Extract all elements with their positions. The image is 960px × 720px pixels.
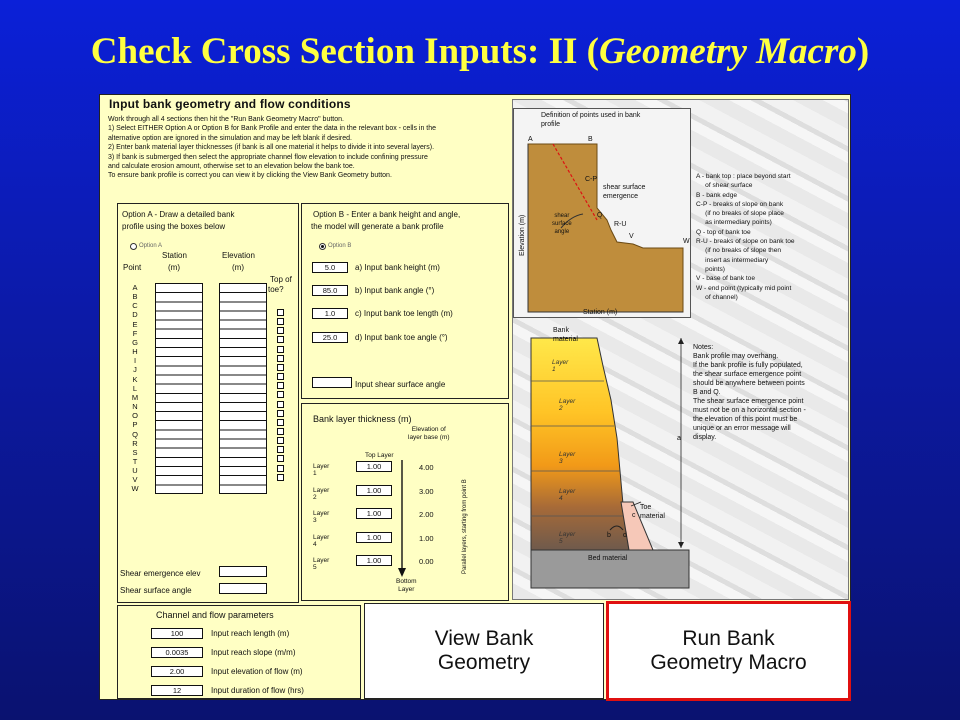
- point-label: T: [132, 456, 138, 466]
- note-line: B and Q.: [693, 389, 721, 396]
- shear-surface-input[interactable]: [312, 377, 352, 388]
- layer-name: Layer 5: [313, 557, 330, 571]
- toe-length-label: c) Input bank toe length (m): [355, 309, 453, 318]
- point-label: C: [132, 301, 138, 311]
- note-line: unique or an error message will: [693, 425, 791, 432]
- point-label: I: [133, 356, 137, 366]
- top-of-toe-checkbox[interactable]: [277, 382, 284, 389]
- point-label: J: [133, 365, 137, 375]
- layer-base-elevation: 3.00: [419, 486, 434, 496]
- elevation-unit: (m): [232, 263, 244, 272]
- instruction-line: 1) Select EITHER Option A or Option B for Bank Profile and enter the data in the relevant box - cells in the: [108, 125, 437, 133]
- option-b-radio[interactable]: [319, 243, 326, 250]
- label-d: d: [623, 532, 627, 539]
- top-of-toe-checkbox[interactable]: [277, 465, 284, 472]
- instruction-line: and calculate erosion amount, otherwise set to an elevation below the bank toe.: [108, 163, 355, 171]
- diagram-layer-label: Layer 4: [559, 488, 576, 502]
- layer-thickness-input[interactable]: 1.00: [356, 532, 392, 543]
- station-unit: (m): [168, 263, 180, 272]
- point-label: F: [132, 328, 138, 338]
- layer-thickness-input[interactable]: 1.00: [356, 485, 392, 496]
- point-v-label: V: [629, 233, 634, 240]
- legend-line: insert as intermediary: [696, 256, 769, 264]
- flow-input[interactable]: 2.00: [151, 666, 203, 677]
- elevation-axis-label: Elevation (m): [519, 214, 526, 256]
- station-axis-label: Station (m): [583, 309, 618, 316]
- instruction-line: Work through all 4 sections then hit the "Run Bank Geometry Macro" button.: [108, 116, 344, 123]
- top-of-toe-checkbox[interactable]: [277, 446, 284, 453]
- top-of-toe-checkbox[interactable]: [277, 346, 284, 353]
- layer-thickness-input[interactable]: 1.00: [356, 508, 392, 519]
- top-layer-label: Top Layer: [365, 452, 394, 459]
- note-line: Notes:: [693, 344, 714, 351]
- flow-input[interactable]: 0.0035: [151, 647, 203, 658]
- option-b-title: Option B - Enter a bank height and angle,: [313, 210, 461, 219]
- legend-line: Q - top of bank toe: [696, 228, 751, 236]
- label-b: b: [607, 532, 611, 539]
- top-of-toe-checkbox[interactable]: [277, 401, 284, 408]
- flow-input[interactable]: 100: [151, 628, 203, 639]
- shear-surface-label: Input shear surface angle: [355, 380, 446, 389]
- diagram-layer-label: Layer 5: [559, 531, 576, 545]
- diagram1-title2: profile: [541, 121, 561, 128]
- legend-line: W - end point (typically mid point: [696, 284, 792, 292]
- point-label: W: [131, 484, 139, 494]
- point-b-label: B: [588, 136, 593, 143]
- point-label: S: [132, 447, 138, 457]
- point-legend: [696, 172, 795, 302]
- layer-name: Layer 4: [313, 533, 330, 548]
- top-of-toe-checkbox[interactable]: [277, 428, 284, 435]
- point-label: H: [132, 347, 138, 357]
- flow-label: Input reach slope (m/m): [211, 648, 296, 657]
- flow-label: Input elevation of flow (m): [211, 667, 303, 676]
- flow-title: Channel and flow parameters: [156, 610, 274, 620]
- top-of-toe-checkbox[interactable]: [277, 336, 284, 343]
- notes: [693, 343, 806, 442]
- toe-length-input[interactable]: 1.0: [312, 308, 348, 319]
- option-a-panel: [117, 203, 299, 603]
- instruction-line: 2) Enter bank material layer thicknesses (if bank is all one material it helps to divide it into several layers).: [108, 144, 435, 152]
- top-of-toe-checkbox[interactable]: [277, 419, 284, 426]
- point-label: K: [132, 374, 138, 384]
- instruction-line: 3) If bank is submerged then select the appropriate channel flow elevation to include confining pressure: [108, 153, 428, 161]
- run-bank-geometry-macro-button[interactable]: Run Bank Geometry Macro: [606, 601, 851, 701]
- top-of-toe-checkbox[interactable]: [277, 474, 284, 481]
- layer-elev-header: Elevation of layer base (m): [408, 426, 450, 441]
- shear-emergence-label-diagram: shear surface emergence: [603, 184, 646, 200]
- view-bank-geometry-button[interactable]: View Bank Geometry: [364, 603, 604, 699]
- layer-title: Bank layer thickness (m): [313, 414, 412, 424]
- point-q-label: Q: [597, 212, 603, 219]
- point-label: B: [132, 292, 138, 302]
- top-of-toe-checkbox[interactable]: [277, 318, 284, 325]
- top-of-toe-checkbox[interactable]: [277, 373, 284, 380]
- note-line: Bank profile may overhang.: [693, 353, 779, 360]
- option-a-radio-label: Option A: [139, 243, 163, 249]
- shear-angle-diagram-label: shear surface angle: [552, 213, 572, 235]
- option-b-radio-label: Option B: [328, 243, 352, 249]
- legend-line: (if no breaks of slope place: [696, 210, 784, 218]
- point-label: D: [132, 310, 138, 320]
- toe-angle-input[interactable]: 25.0: [312, 332, 348, 343]
- bank-height-input[interactable]: 5.0: [312, 262, 348, 273]
- option-a-title: Option A - Draw a detailed bank: [122, 210, 235, 219]
- bed-material-label: Bed material: [588, 555, 628, 562]
- diagram-layer-label: Layer 1: [552, 359, 569, 373]
- point-label: P: [132, 420, 138, 430]
- elevation-header: Elevation: [222, 251, 255, 260]
- legend-line: B - bank edge: [696, 191, 738, 199]
- parallel-layers-label: Parallel layers, starting from point B: [462, 479, 468, 574]
- point-label: Q: [132, 429, 138, 439]
- bottom-layer-label: Bottom Layer: [396, 578, 417, 593]
- sheet-header: Input bank geometry and flow conditions: [109, 97, 351, 111]
- option-a-subtitle: profile using the boxes below: [122, 222, 226, 231]
- note-line: The shear surface emergence point: [693, 398, 804, 405]
- flow-label: Input duration of flow (hrs): [211, 686, 304, 695]
- station-header: Station: [162, 251, 187, 260]
- note-line: should be anywhere between points: [693, 380, 805, 387]
- diagram-layer-label: Layer 3: [559, 451, 576, 465]
- point-label: E: [132, 319, 138, 329]
- layer-thickness-input[interactable]: 1.00: [356, 555, 392, 566]
- top-of-toe-checkbox[interactable]: [277, 309, 284, 316]
- bank-material-label: Bank material: [553, 327, 578, 343]
- station-input-column[interactable]: [155, 283, 203, 494]
- point-label: A: [132, 283, 138, 292]
- note-line: must not be on a horizontal section -: [693, 407, 806, 414]
- slide-title: Check Cross Section Inputs: II (Geometry Macro): [90, 31, 870, 72]
- top-of-toe-checkbox[interactable]: [277, 364, 284, 371]
- legend-line: as intermediary points): [696, 219, 772, 227]
- label-a: a: [677, 435, 681, 442]
- legend-line: A - bank top : place beyond start: [696, 173, 791, 180]
- top-of-toe-checkbox[interactable]: [277, 455, 284, 462]
- toe-material-label: Toe material: [640, 504, 665, 520]
- layer-base-elevation: 1.00: [419, 533, 434, 543]
- point-labels: [129, 283, 141, 494]
- option-b-subtitle: the model will generate a bank profile: [311, 222, 444, 231]
- top-of-toe-checkbox[interactable]: [277, 437, 284, 444]
- top-of-toe-checkbox[interactable]: [277, 327, 284, 334]
- top-of-toe-header2: toe?: [268, 285, 284, 294]
- note-line: the shear surface emergence point: [693, 371, 802, 378]
- point-label: U: [132, 466, 138, 476]
- bank-angle-label: b) Input bank angle (°): [355, 286, 435, 295]
- point-label: V: [132, 475, 138, 485]
- bank-angle-input[interactable]: 85.0: [312, 285, 348, 296]
- bank-height-label: a) Input bank height (m): [355, 263, 440, 272]
- instruction-line: alternative option are ignored in the simulation and may be left blank if desired.: [108, 134, 352, 142]
- legend-line: points): [696, 265, 725, 273]
- diagram1-title: Definition of points used in bank: [541, 112, 641, 119]
- label-c: c: [632, 512, 636, 519]
- elevation-input-column[interactable]: [219, 283, 267, 494]
- layer-base-elevation: 0.00: [419, 557, 434, 566]
- point-label: G: [132, 337, 138, 347]
- option-b-panel: [301, 203, 509, 399]
- legend-line: (if no breaks of slope then: [696, 247, 782, 255]
- top-of-toe-header: Top of: [270, 275, 292, 284]
- top-of-toe-checkbox[interactable]: [277, 410, 284, 417]
- point-label: R: [132, 438, 138, 448]
- point-label: N: [132, 402, 138, 412]
- point-header: Point: [123, 263, 142, 272]
- shear-angle-label: Shear surface angle: [120, 586, 192, 595]
- point-label: O: [132, 411, 138, 421]
- legend-line: of channel): [696, 293, 738, 301]
- flow-input[interactable]: 12: [151, 685, 203, 696]
- layer-name: Layer 1: [313, 463, 330, 477]
- flow-label: Input reach length (m): [211, 629, 290, 638]
- layer-base-elevation: 4.00: [419, 463, 434, 472]
- point-w-label: W: [683, 238, 690, 245]
- shear-emergence-input[interactable]: [219, 566, 267, 577]
- note-line: the elevation of this point must be: [693, 416, 798, 423]
- toe-angle-label: d) Input bank toe angle (°): [355, 333, 448, 342]
- instruction-line: To ensure bank profile is correct you can view it by clicking the View Bank Geometry button.: [108, 172, 392, 180]
- legend-line: V - base of bank toe: [696, 275, 756, 283]
- shear-emergence-label: Shear emergence elev: [120, 569, 201, 578]
- layer-name: Layer 3: [313, 510, 330, 524]
- legend-line: of shear surface: [696, 182, 753, 190]
- layer-name: Layer 2: [313, 486, 330, 501]
- shear-angle-input[interactable]: [219, 583, 267, 594]
- legend-line: C-P - breaks of slope on bank: [696, 200, 784, 208]
- instructions: [108, 115, 436, 181]
- layer-base-elevation: 2.00: [419, 510, 434, 519]
- option-a-radio[interactable]: [130, 243, 137, 250]
- point-a-label: A: [528, 136, 533, 143]
- layer-arrow: [396, 460, 408, 578]
- top-of-toe-checkbox[interactable]: [277, 355, 284, 362]
- point-label: L: [132, 383, 138, 393]
- note-line: If the bank profile is fully populated,: [693, 362, 803, 369]
- point-ru-label: R-U: [614, 221, 627, 228]
- point-label: M: [131, 392, 139, 402]
- top-of-toe-checkbox[interactable]: [277, 391, 284, 398]
- note-line: display.: [693, 434, 717, 441]
- legend-line: R-U - breaks of slope on bank toe: [696, 238, 795, 246]
- point-cp-label: C-P: [585, 176, 598, 183]
- layer-thickness-input[interactable]: 1.00: [356, 461, 392, 472]
- diagram-layer-label: Layer 2: [559, 398, 576, 412]
